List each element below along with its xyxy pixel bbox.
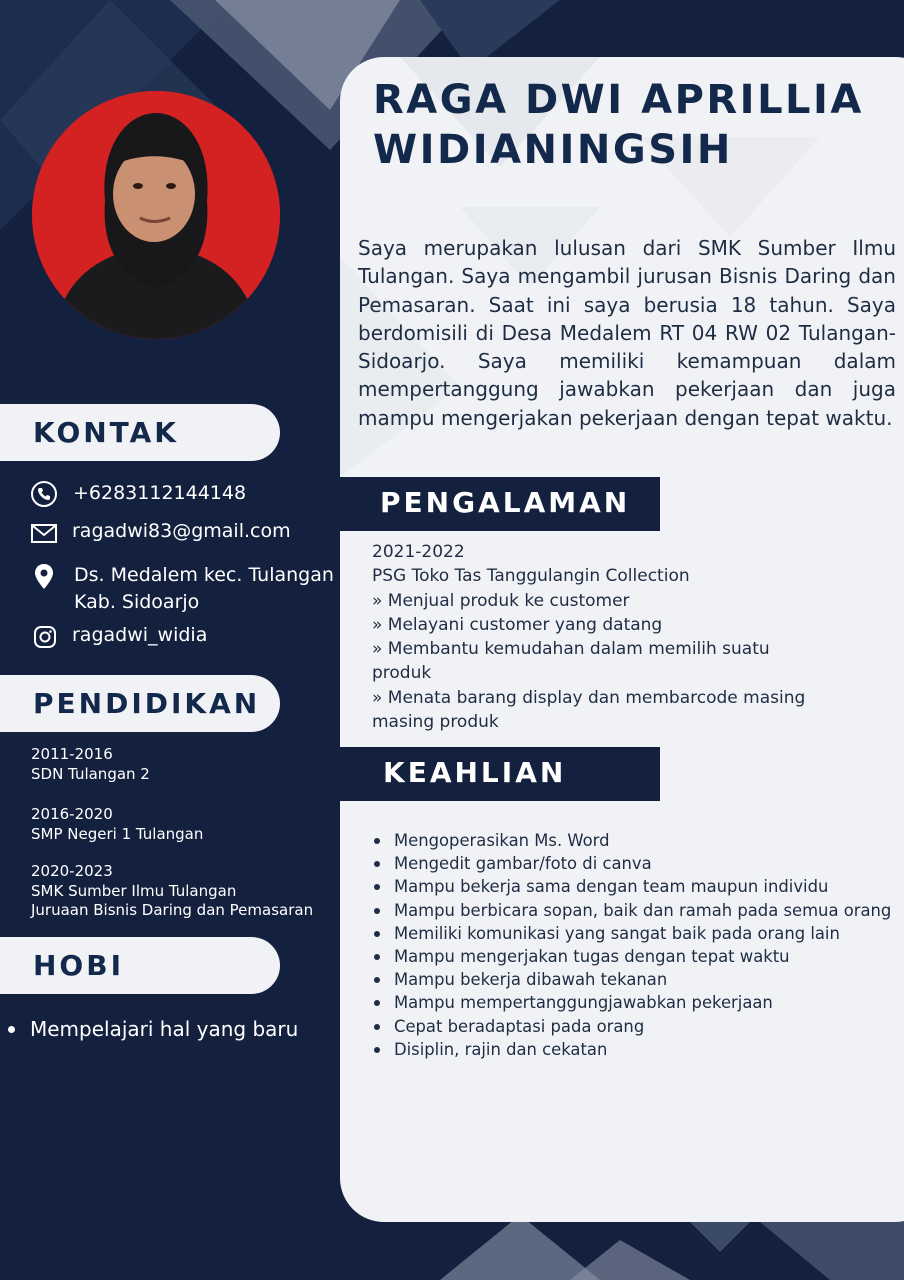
contact-phone: +6283112144148 (73, 482, 247, 504)
experience-heading-banner (340, 477, 660, 531)
experience-place: PSG Toko Tas Tanggulangin Collection (372, 566, 690, 587)
contact-phone-row (30, 480, 246, 510)
skill-item: Mengoperasikan Ms. Word (372, 829, 902, 852)
contact-heading: KONTAK (33, 416, 179, 449)
skills-heading-banner (340, 747, 660, 801)
experience-line: » Menjual produk ke customer (372, 590, 630, 611)
about-paragraph: Saya merupakan lulusan dari SMK Sumber Ilmu Tulangan. Saya mengambil jurusan Bisnis Daring dan Pemasaran. Saat ini saya berusia 18 tahun. Saya berdomisili di Desa Medalem RT 04 RW 02 Tulangan-Sidoarjo. Saya memiliki kemampuan dalam mempertanggung jawabkan pekerjaan dan juga mampu mengerjakan pekerjaan dengan tepat waktu. (358, 236, 896, 430)
contact-instagram-row (30, 622, 207, 652)
contact-address (74, 562, 334, 616)
experience-heading: PENGALAMAN (380, 486, 631, 519)
hobby-text: Mempelajari hal yang baru (30, 1017, 299, 1041)
experience-list (372, 540, 842, 734)
skill-item: Mampu bekerja dibawah tekanan (372, 968, 902, 991)
education-years: 2016-2020 (31, 805, 113, 823)
skill-item: Memiliki komunikasi yang sangat baik pada orang lain (372, 922, 902, 945)
mail-icon (30, 518, 60, 548)
education-school: SMK Sumber Ilmu Tulangan (31, 881, 237, 900)
hobby-heading: HOBI (33, 949, 124, 982)
contact-email-row (30, 518, 291, 548)
skill-item: Mengedit gambar/foto di canva (372, 852, 902, 875)
education-heading-pill (0, 675, 280, 732)
education-item (31, 805, 203, 844)
education-item (31, 862, 313, 921)
hobby-heading-pill (0, 937, 280, 994)
education-years: 2020-2023 (31, 862, 113, 880)
skill-item: Disiplin, rajin dan cekatan (372, 1038, 902, 1061)
education-item (31, 745, 150, 784)
profile-name (373, 75, 893, 175)
contact-heading-pill (0, 404, 280, 461)
location-pin-icon (30, 562, 60, 592)
bullet-icon (8, 1026, 15, 1033)
skill-item: Mampu berbicara sopan, baik dan ramah pada semua orang (372, 899, 902, 922)
education-school: SMP Negeri 1 Tulangan (31, 824, 204, 843)
experience-line: » Menata barang display dan membarcode masing (372, 687, 806, 708)
contact-address-row (30, 562, 334, 616)
education-school: SDN Tulangan 2 (31, 764, 150, 783)
skill-item: Mampu mengerjakan tugas dengan tepat waktu (372, 945, 902, 968)
skill-item: Mampu bekerja sama dengan team maupun individu (372, 875, 902, 898)
education-years: 2011-2016 (31, 745, 113, 763)
profile-photo (32, 91, 280, 339)
experience-line: » Membantu kemudahan dalam memilih suatu (372, 639, 770, 660)
skills-heading: KEAHLIAN (383, 756, 567, 789)
education-heading: PENDIDIKAN (33, 687, 261, 720)
contact-instagram: ragadwi_widia (72, 624, 208, 646)
contact-address-line1: Ds. Medalem kec. Tulangan (74, 564, 334, 586)
skills-list (372, 829, 902, 1061)
experience-line: masing produk (372, 712, 499, 733)
experience-line: » Melayani customer yang datang (372, 614, 663, 635)
skill-item: Mampu mempertanggungjawabkan pekerjaan (372, 991, 902, 1014)
contact-address-line2: Kab. Sidoarjo (74, 591, 200, 613)
profile-name-line1: RAGA DWI APRILLIA (373, 77, 864, 123)
experience-years: 2021-2022 (372, 542, 465, 562)
skill-item: Cepat beradaptasi pada orang (372, 1015, 902, 1038)
profile-name-line2: WIDIANINGSIH (373, 127, 733, 173)
experience-line: produk (372, 663, 432, 684)
hobby-item (8, 1017, 298, 1041)
phone-icon (30, 480, 60, 510)
contact-email: ragadwi83@gmail.com (72, 520, 291, 542)
instagram-icon (30, 622, 60, 652)
education-major: Juruaan Bisnis Daring dan Pemasaran (31, 901, 314, 919)
